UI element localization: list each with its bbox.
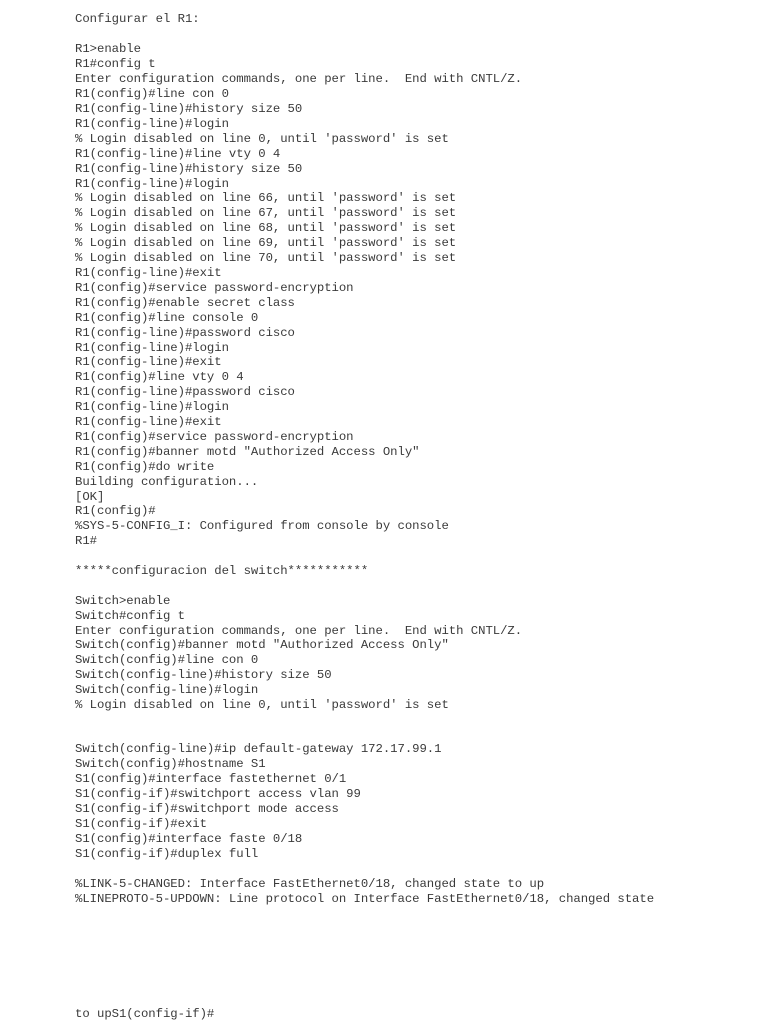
text-line: Building configuration... [75, 475, 259, 489]
text-line: R1(config-line)#login [75, 400, 229, 414]
text-line: S1(config)#interface fastethernet 0/1 [75, 772, 347, 786]
text-line: R1(config-line)#exit [75, 415, 222, 429]
text-line: R1(config)#banner motd "Authorized Access Only" [75, 445, 420, 459]
text-line: %SYS-5-CONFIG_I: Configured from console by console [75, 519, 449, 533]
text-line: R1(config)#enable secret class [75, 296, 295, 310]
text-line: Switch(config-line)#ip default-gateway 172.17.99.1 [75, 742, 442, 756]
text-line: [OK] [75, 490, 105, 504]
text-line: Switch#config t [75, 609, 185, 623]
text-line: % Login disabled on line 69, until 'password' is set [75, 236, 457, 250]
text-line: R1(config)#line vty 0 4 [75, 370, 244, 384]
text-line: Switch(config)#hostname S1 [75, 757, 266, 771]
text-line: R1(config)# [75, 504, 156, 518]
text-line: Switch>enable [75, 594, 171, 608]
text-line: R1(config-line)#login [75, 117, 229, 131]
text-line: %LINK-5-CHANGED: Interface FastEthernet0/18, changed state to up [75, 877, 545, 891]
text-line: S1(config-if)#exit [75, 817, 207, 831]
text-line: S1(config-if)#switchport access vlan 99 [75, 787, 361, 801]
text-line: Enter configuration commands, one per line. End with CNTL/Z. [75, 72, 523, 86]
text-line: %LINEPROTO-5-UPDOWN: Line protocol on Interface FastEthernet0/18, changed state [75, 892, 655, 906]
text-line: R1(config-line)#login [75, 341, 229, 355]
text-line: % Login disabled on line 66, until 'password' is set [75, 191, 457, 205]
text-line: R1(config)#do write [75, 460, 215, 474]
text-line: % Login disabled on line 0, until 'password' is set [75, 132, 449, 146]
text-line: % Login disabled on line 70, until 'password' is set [75, 251, 457, 265]
text-line: R1(config-line)#exit [75, 266, 222, 280]
text-line: Switch(config)#line con 0 [75, 653, 259, 667]
document-heading: Configurar el R1: [75, 12, 200, 26]
text-line: R1(config)#line console 0 [75, 311, 259, 325]
text-line: to upS1(config-if)# [75, 1007, 215, 1021]
text-line: % Login disabled on line 0, until 'password' is set [75, 698, 449, 712]
text-line: R1(config-line)#password cisco [75, 326, 295, 340]
text-line: Switch(config-line)#history size 50 [75, 668, 332, 682]
text-line: S1(config-if)#switchport mode access [75, 802, 339, 816]
text-line: R1(config-line)#line vty 0 4 [75, 147, 281, 161]
text-line: Enter configuration commands, one per line. End with CNTL/Z. [75, 624, 523, 638]
text-line: R1(config-line)#login [75, 177, 229, 191]
text-line: Switch(config)#banner motd "Authorized Access Only" [75, 638, 449, 652]
text-line: R1(config-line)#history size 50 [75, 102, 303, 116]
text-line: R1(config-line)#history size 50 [75, 162, 303, 176]
text-line: % Login disabled on line 67, until 'password' is set [75, 206, 457, 220]
text-line: % Login disabled on line 68, until 'password' is set [75, 221, 457, 235]
text-line: R1(config)#service password-encryption [75, 281, 354, 295]
text-line: R1>enable [75, 42, 141, 56]
text-line: Switch(config-line)#login [75, 683, 259, 697]
text-line: R1(config)#line con 0 [75, 87, 229, 101]
text-line: S1(config-if)#duplex full [75, 847, 259, 861]
text-line: S1(config)#interface faste 0/18 [75, 832, 303, 846]
text-line: R1#config t [75, 57, 156, 71]
text-line: R1(config-line)#exit [75, 355, 222, 369]
section-heading: *****configuracion del switch*********** [75, 564, 369, 578]
text-line: R1(config)#service password-encryption [75, 430, 354, 444]
text-line: R1# [75, 534, 97, 548]
text-line: R1(config-line)#password cisco [75, 385, 295, 399]
